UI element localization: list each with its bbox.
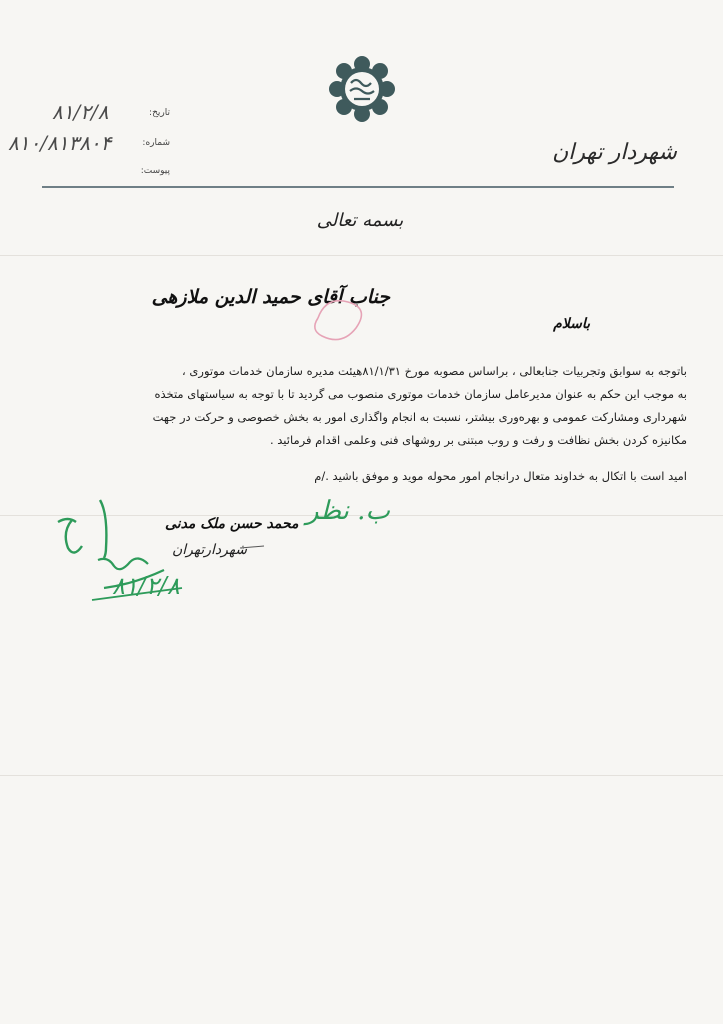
header-divider bbox=[42, 186, 674, 188]
handwritten-initials-date: ۸۱/۲/۸ bbox=[112, 572, 180, 600]
handwritten-note: ب. نظر bbox=[306, 496, 390, 526]
body-line: مکانیزه کردن بخش نظافت و رفت و روب مبتنی بر روشهای فنی وعلمی اقدام فرمائید . bbox=[269, 433, 687, 447]
letterhead-title: شهردار تهران bbox=[552, 140, 677, 165]
signer-name: محمد حسن ملک مدنی bbox=[165, 516, 299, 532]
paper-fold-line bbox=[0, 775, 723, 776]
body-line: باتوجه به سوابق وتجربیات جنابعالی ، براساس مصوبه مورخ ۸۱/۱/۳۱هیئت مدیره سازمان خدمات موتوری ، bbox=[182, 364, 687, 378]
body-line: به موجب این حکم به عنوان مدیرعامل سازمان خدمات موتوری منصوب می گردید تا با توجه به سیاستهای متخذه bbox=[154, 387, 687, 401]
date-label: تاریخ: bbox=[149, 108, 170, 118]
paper-fold-line bbox=[0, 255, 723, 256]
number-value: ۸۱۰/۸۱۳۸۰۴ bbox=[8, 131, 112, 155]
attachment-label: پیوست: bbox=[140, 166, 170, 176]
closing-line: امید است با اتکال به خداوند متعال درانجام امور محوله موید و موفق باشید ./م bbox=[314, 469, 687, 483]
invocation: بسمه تعالی bbox=[316, 210, 404, 231]
green-signature-mark bbox=[58, 500, 106, 558]
greeting: باسلام bbox=[553, 316, 590, 332]
body-line: شهرداری ومشارکت عمومی و بهره‌وری بیشتر، نسبت به انجام واگذاری امور به بخش خصوصی و حرکت در جهت bbox=[152, 410, 687, 424]
letter-body bbox=[87, 360, 687, 452]
number-label: شماره: bbox=[142, 138, 170, 148]
tehran-municipality-logo-icon bbox=[328, 55, 396, 123]
signer-title: شهردارتهران bbox=[172, 542, 248, 558]
recipient-line: جناب آقای حمید الدین ملازهی bbox=[151, 286, 390, 308]
date-value: ۸۱/۲/۸ bbox=[52, 100, 109, 124]
